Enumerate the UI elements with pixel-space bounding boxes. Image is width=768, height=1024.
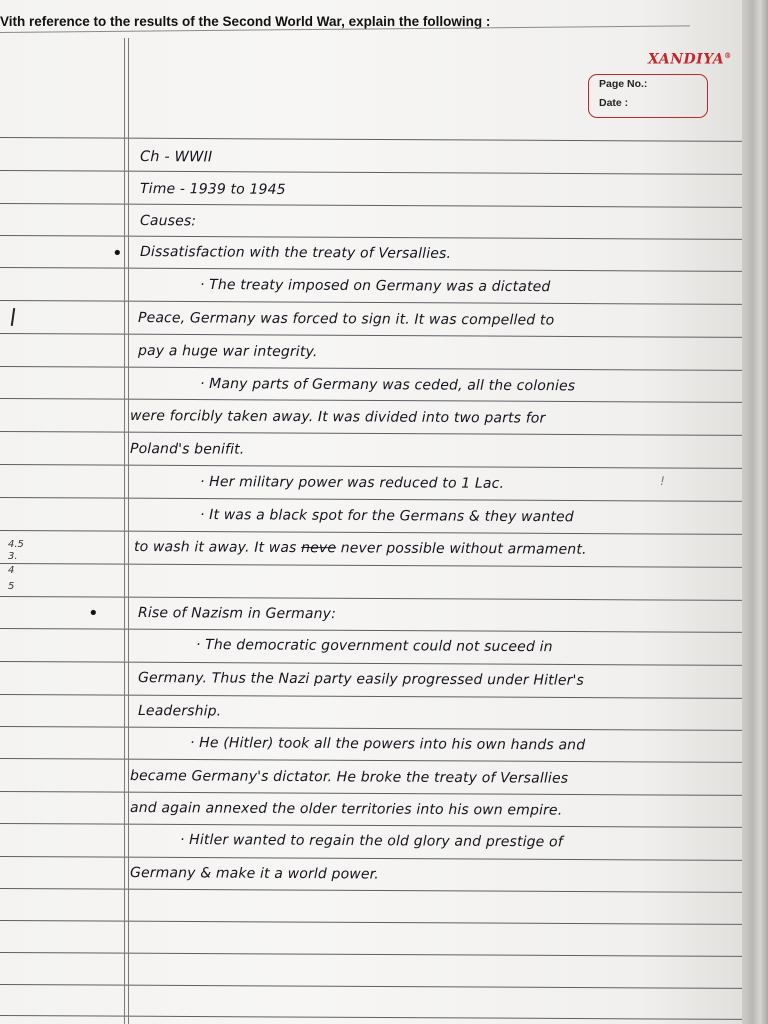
- note-line: Poland's benifit.: [129, 441, 245, 458]
- rule-line: [0, 661, 745, 666]
- note-line: · It was a black spot for the Germans & they wanted: [199, 507, 574, 526]
- note-line: · The treaty imposed on Germany was a dictated: [199, 277, 551, 296]
- margin-note: 3.: [8, 551, 18, 562]
- date-label: Date :: [599, 97, 629, 109]
- note-line: pay a huge war integrity.: [137, 343, 318, 361]
- rule-line: [0, 791, 745, 796]
- note-line: · He (Hitler) took all the powers into his own hands and: [189, 735, 586, 754]
- rule-line: [0, 333, 745, 338]
- page-no-label: Page No.:: [599, 78, 648, 90]
- worksheet-prompt: Vith reference to the results of the Second World War, explain the following :: [0, 14, 491, 29]
- rule-line: [0, 563, 745, 568]
- rule-line: [0, 628, 745, 633]
- rule-line: [0, 137, 745, 142]
- margin-line: [128, 38, 129, 1024]
- note-line: Germany. Thus the Nazi party easily progressed under Hitler's: [137, 670, 585, 689]
- rule-line: [0, 497, 745, 502]
- note-text: never possible without armament.: [336, 540, 587, 558]
- margin-note: 5: [8, 581, 15, 592]
- margin-tick-mark: [11, 308, 15, 326]
- time-period: Time - 1939 to 1945: [139, 181, 286, 198]
- section-heading-nazism: Rise of Nazism in Germany:: [137, 605, 337, 623]
- notebook-binding-edge: [742, 0, 768, 1024]
- rule-line: [0, 694, 745, 699]
- rule-line: [0, 726, 745, 731]
- rule-line: [0, 856, 745, 861]
- note-line: · Hitler wanted to regain the old glory and prestige of: [179, 832, 563, 851]
- rule-line: [0, 984, 745, 989]
- rule-line: [0, 464, 745, 469]
- rule-line: [0, 267, 745, 272]
- margin-line: [124, 38, 125, 1024]
- rule-line: [0, 823, 745, 828]
- section-bullet: •: [88, 603, 99, 624]
- rule-line: [0, 596, 745, 601]
- note-line: Germany & make it a world power.: [129, 865, 379, 883]
- rule-line: [0, 952, 745, 957]
- note-line: Peace, Germany was forced to sign it. It was compelled to: [137, 310, 555, 329]
- note-line: Leadership.: [137, 703, 222, 720]
- rule-line: [0, 203, 745, 208]
- notebook-brand-logo: [648, 51, 732, 68]
- stray-mark: !: [659, 474, 666, 489]
- rule-line: [0, 530, 745, 535]
- note-line: · The democratic government could not suceed in: [195, 637, 553, 656]
- page-date-box: [588, 74, 708, 118]
- rule-line: [0, 431, 745, 436]
- margin-note: 4: [8, 565, 15, 576]
- chapter-title: Ch - WWII: [139, 149, 213, 166]
- rule-line: [0, 1015, 745, 1020]
- note-line: · Many parts of Germany was ceded, all the colonies: [199, 376, 576, 395]
- note-line: and again annexed the older territories into his own empire.: [129, 800, 563, 819]
- section-heading-versailles: Dissatisfaction with the treaty of Versallies.: [139, 244, 452, 262]
- note-line: became Germany's dictator. He broke the treaty of Versallies: [129, 768, 569, 787]
- rule-line: [0, 366, 745, 371]
- rule-line: [0, 235, 745, 240]
- causes-heading: Causes:: [139, 213, 197, 230]
- note-line: [134, 539, 587, 558]
- rule-line: [0, 920, 745, 925]
- rule-line: [0, 888, 745, 893]
- rule-line: [0, 170, 745, 175]
- rule-line: [0, 758, 745, 763]
- margin-note: 4.5: [8, 539, 24, 550]
- section-bullet: •: [112, 243, 123, 264]
- brand-name: XANDIYA: [648, 51, 725, 68]
- registered-mark: ®: [724, 51, 732, 60]
- note-text: to wash it away. It was: [133, 539, 302, 557]
- struck-word: neve: [301, 540, 337, 557]
- rule-line: [0, 398, 745, 403]
- rule-line: [0, 300, 745, 305]
- note-line: were forcibly taken away. It was divided into two parts for: [129, 408, 546, 427]
- note-line: · Her military power was reduced to 1 Lac.: [199, 474, 505, 492]
